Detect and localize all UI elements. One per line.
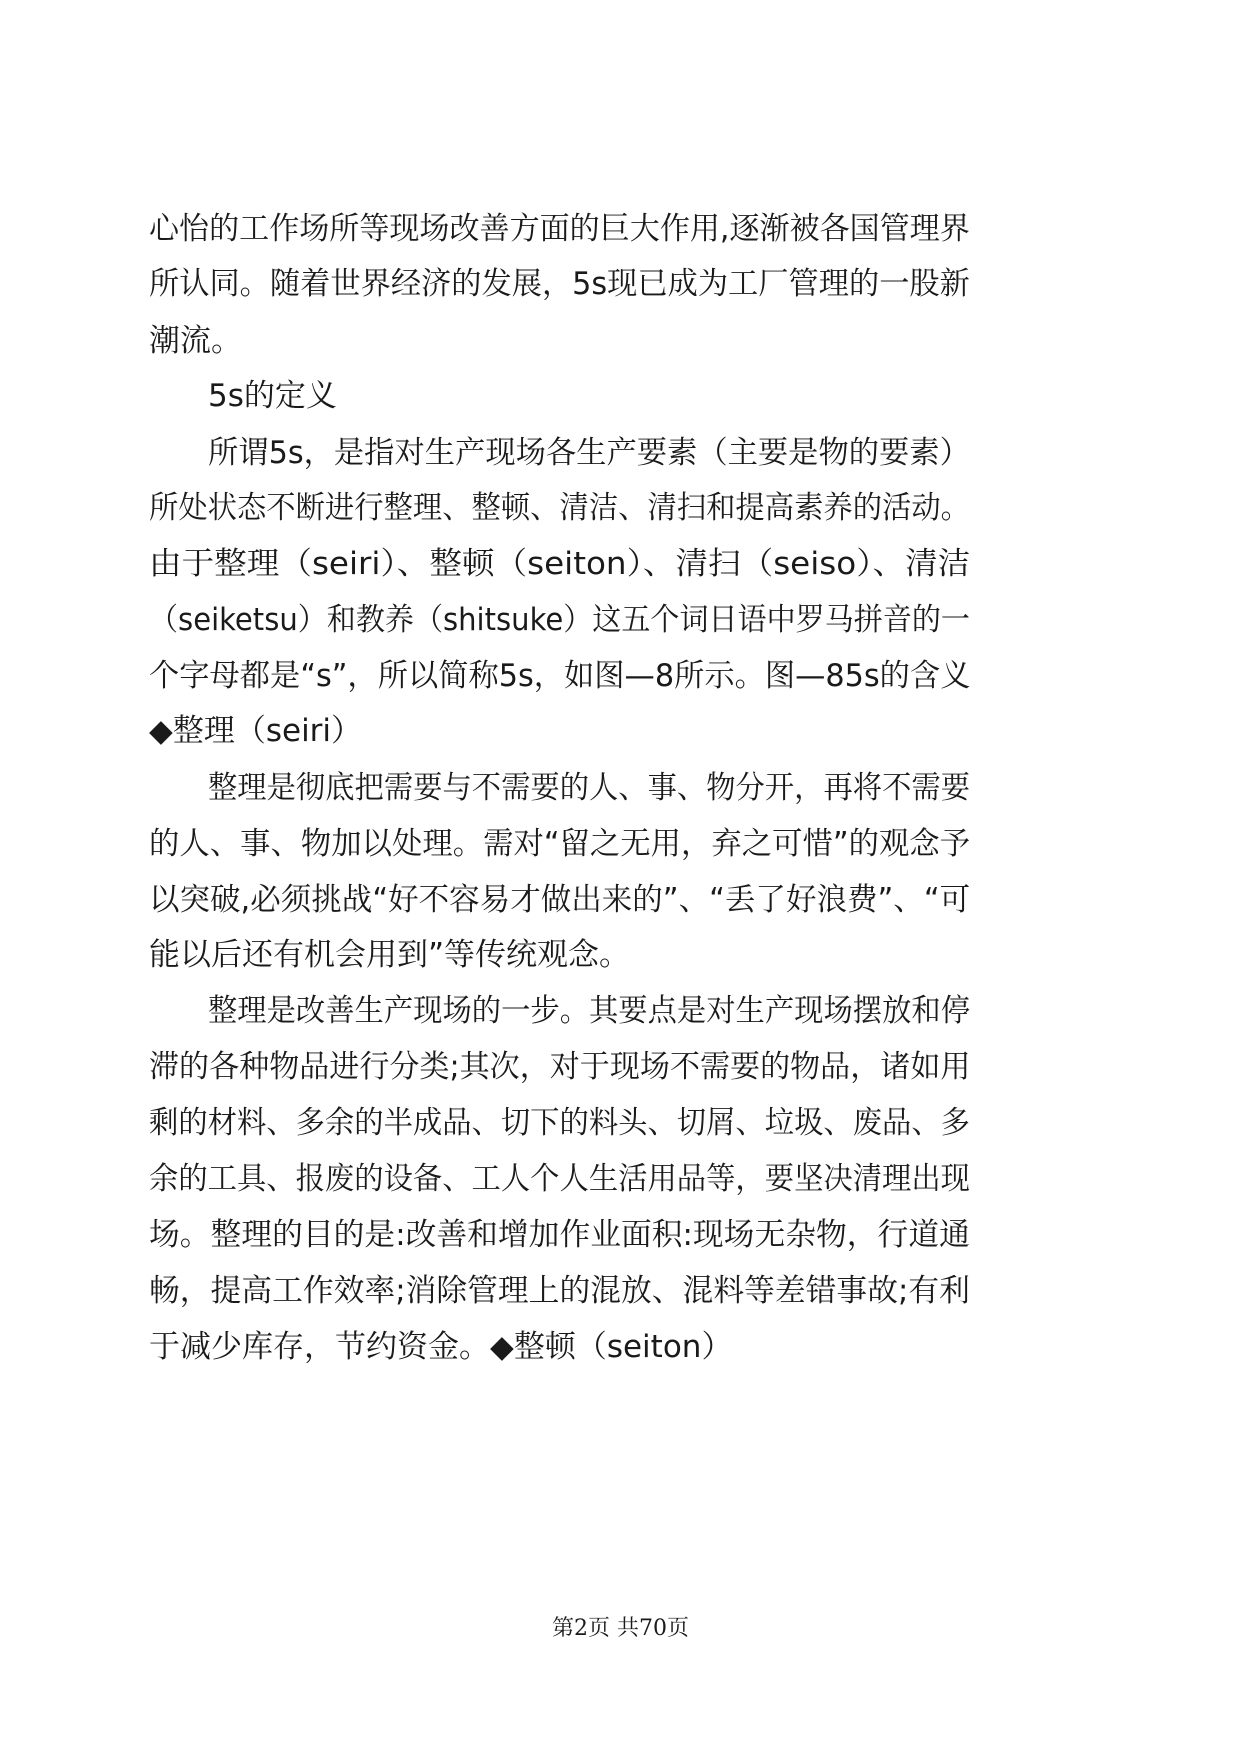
text-line-17: 剩的材料、多余的半成品、切下的料头、切屑、垃圾、废品、多	[149, 1105, 970, 1141]
text-line-8: （seiketsu）和教养（shitsuke）这五个词日语中罗马拼音的一	[149, 602, 970, 638]
text-line-5: 所谓5s，是指对生产现场各生产要素（主要是物的要素）	[208, 435, 970, 471]
text-line-12: 的人、事、物加以处理。需对“留之无用，弃之可惜”的观念予	[149, 826, 971, 862]
subheading-seiri: ◆整理（seiri）	[149, 713, 363, 749]
text-line-19: 场。整理的目的是:改善和增加作业面积:现场无杂物，行道通	[149, 1217, 970, 1253]
text-line-9: 个字母都是“s”，所以简称5s，如图—8所示。图—85s的含义	[149, 658, 971, 694]
section-heading: 5s的定义	[208, 378, 337, 414]
text-line-14: 能以后还有机会用到”等传统观念。	[149, 937, 631, 973]
text-line-21: 于减少库存，节约资金。◆整顿（seiton）	[149, 1329, 733, 1365]
text-line-15: 整理是改善生产现场的一步。其要点是对生产现场摆放和停	[208, 993, 970, 1029]
text-line-7: 由于整理（seiri）、整顿（seiton）、清扫（seiso）、清洁	[149, 546, 971, 582]
page-footer: 第2页 共70页	[552, 1616, 689, 1641]
text-line-20: 畅，提高工作效率;消除管理上的混放、混料等差错事故;有利	[149, 1273, 970, 1309]
text-line-13: 以突破,必须挑战“好不容易才做出来的”、“丢了好浪费”、“可	[149, 882, 971, 918]
text-line-16: 滞的各种物品进行分类;其次，对于现场不需要的物品，诸如用	[149, 1049, 971, 1085]
text-line-1: 心怡的工作场所等现场改善方面的巨大作用,逐渐被各国管理界	[149, 211, 970, 247]
text-line-6: 所处状态不断进行整理、整顿、清洁、清扫和提高素养的活动。	[149, 490, 970, 526]
text-line-11: 整理是彻底把需要与不需要的人、事、物分开，再将不需要	[208, 770, 970, 806]
text-line-2: 所认同。随着世界经济的发展，5s现已成为工厂管理的一股新	[149, 266, 970, 302]
text-line-18: 余的工具、报废的设备、工人个人生活用品等，要坚决清理出现	[149, 1161, 970, 1197]
text-line-3: 潮流。	[149, 323, 242, 359]
